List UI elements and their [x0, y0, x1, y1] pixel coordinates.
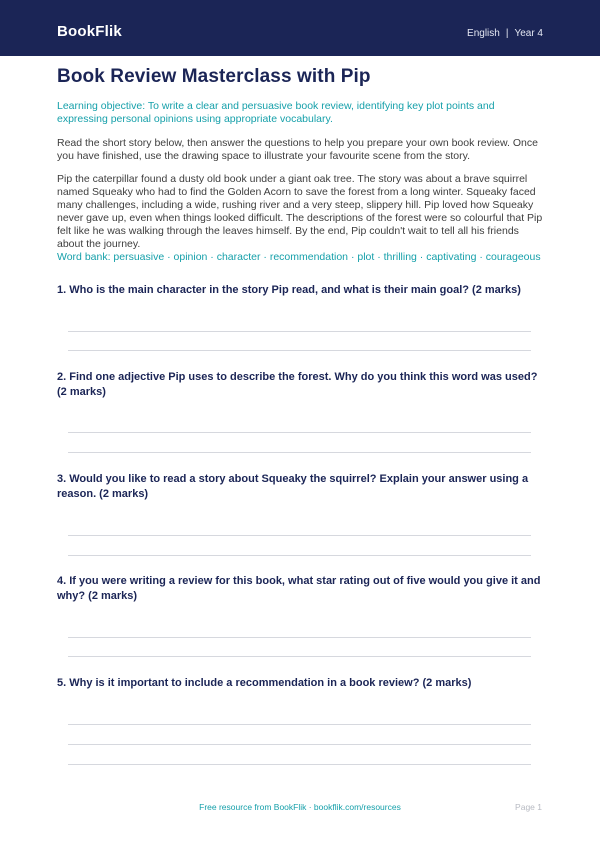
page-number: Page 1 — [515, 802, 542, 812]
footer-resource: Free resource from BookFlik · bookflik.com/resources — [199, 802, 401, 812]
answer-line[interactable] — [68, 350, 531, 351]
intro-text: Read the short story below, then answer the questions to help you prepare your own book review. Once you have finished, use the drawing space to illustrate your favourite scene from the story. — [57, 137, 538, 162]
question-4: 4. If you were writing a review for this book, what star rating out of five would you give it and why? (2 marks) — [57, 575, 541, 602]
answer-line[interactable] — [68, 637, 531, 638]
question-5: 5. Why is it important to include a recommendation in a book review? (2 marks) — [57, 677, 472, 689]
answer-line[interactable] — [68, 724, 531, 725]
question-3: 3. Would you like to read a story about Squeaky the squirrel? Explain your answer using a reason. (2 marks) — [57, 473, 529, 500]
story-text: Pip the caterpillar found a dusty old book under a giant oak tree. The story was about a brave squirrel named Squeaky who had to find the Golden Acorn to save the forest from a long winter. Squeaky faced many challenges, including a wide, rushing river and a very steep, slippery hill. Pip loved how Squeaky never gave up, even when things looked difficult. The descriptions of the forest were so colourful that Pip felt like he was walking through the leaves himself. By the end, Pip couldn't wait to tell all his friends about the journey. — [57, 173, 543, 250]
separator: | — [505, 28, 509, 39]
page-title: Book Review Masterclass with Pip — [57, 66, 371, 87]
answer-line[interactable] — [68, 452, 531, 453]
subject-label: English — [467, 28, 500, 39]
answer-line[interactable] — [68, 764, 531, 765]
answer-line[interactable] — [68, 432, 531, 433]
answer-line[interactable] — [68, 555, 531, 556]
brand-logo: BookFlik — [57, 23, 122, 40]
word-bank: Word bank: persuasive · opinion · character · recommendation · plot · thrilling · captivating · courageous — [57, 251, 541, 263]
answer-line[interactable] — [68, 331, 531, 332]
question-2: 2. Find one adjective Pip uses to describe the forest. Why do you think this word was used? (2 marks) — [57, 371, 538, 398]
year-label: Year 4 — [514, 28, 543, 39]
answer-line[interactable] — [68, 744, 531, 745]
question-1: 1. Who is the main character in the story Pip read, and what is their main goal? (2 marks) — [57, 284, 521, 296]
learning-objective: Learning objective: To write a clear and persuasive book review, identifying key plot points and expressing personal opinions using appropriate vocabulary. — [57, 100, 495, 125]
answer-line[interactable] — [68, 656, 531, 657]
subject-year-label — [467, 28, 543, 39]
header-bar — [0, 0, 600, 56]
answer-line[interactable] — [68, 535, 531, 536]
